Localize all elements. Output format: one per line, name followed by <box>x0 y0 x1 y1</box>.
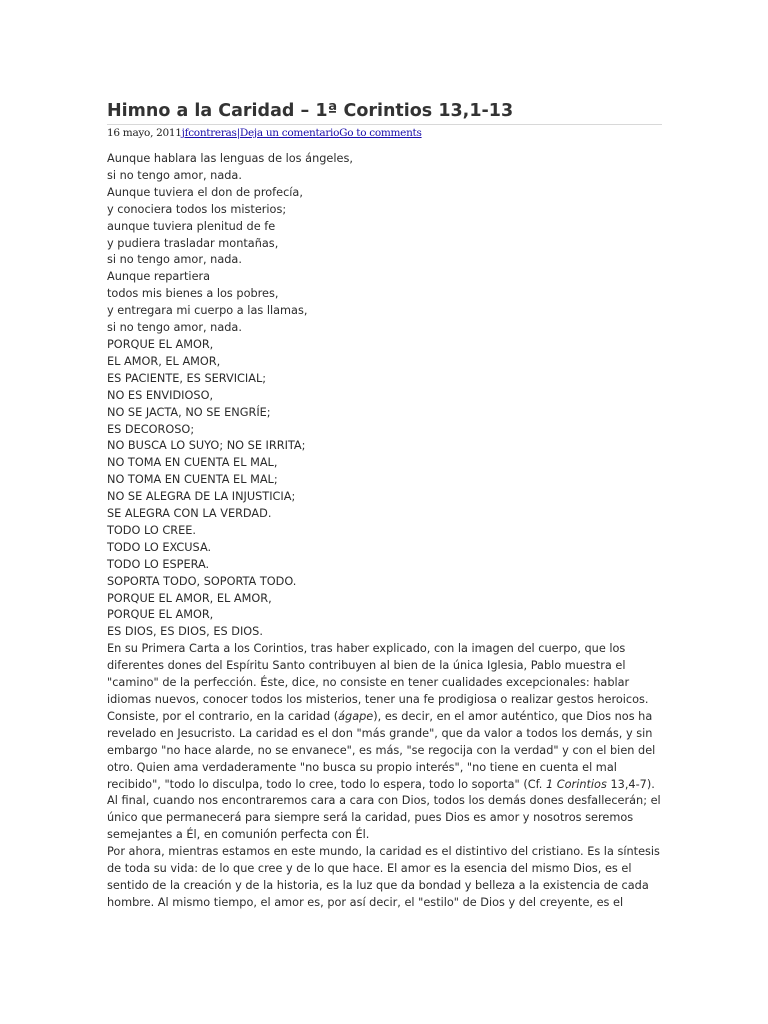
hymn-line: EL AMOR, EL AMOR, <box>107 354 221 368</box>
go-to-comments-link[interactable]: Go to comments <box>339 127 422 139</box>
hymn-line: PORQUE EL AMOR, <box>107 608 214 622</box>
hymn-line: TODO LO ESPERA. <box>107 557 210 571</box>
paragraph-text: 13,4-7). Al final, cuando nos encontraremos cara a cara con Dios, todos los demás dones desfallecerán; el único que permanecerá para siempre será la caridad, pues Dios es amor y nosotros seremos semejantes a Él, en comunión perfecta con Él. <box>107 777 661 842</box>
hymn-line: NO TOMA EN CUENTA EL MAL, <box>107 456 278 470</box>
hymn-line: PORQUE EL AMOR, EL AMOR, <box>107 591 272 605</box>
hymn-line: TODO LO CREE. <box>107 523 196 537</box>
hymn-line: y pudiera trasladar montañas, <box>107 236 279 250</box>
hymn <box>107 151 662 641</box>
paragraph-text: En su Primera Carta a los Corintios, tras haber explicado, con la imagen del cuerpo, que los diferentes dones del Espíritu Santo contribuyen al bien de la única Iglesia, Pablo muestra el "camino" de la perfección. Éste, dice, no consiste en tener cualidades excepcionales: hablar idiomas nuevos, conocer todos los misterios, tener una fe prodigiosa o realizar gestos heroicos. Consiste, por el contrario, en la caridad ( <box>107 642 649 723</box>
hymn-line: ES PACIENTE, ES SERVICIAL; <box>107 371 267 385</box>
title-divider <box>107 124 662 125</box>
hymn-line: aunque tuviera plenitud de fe <box>107 219 276 233</box>
hymn-line: ES DIOS, ES DIOS, ES DIOS. <box>107 625 263 639</box>
hymn-line: Aunque tuviera el don de profecía, <box>107 185 303 199</box>
leave-comment-link[interactable]: Deja un comentario <box>239 127 340 139</box>
hymn-line: ES DECOROSO; <box>107 422 195 436</box>
post-date: 16 mayo, 2011 <box>107 127 182 139</box>
hymn-line: NO SE ALEGRA DE LA INJUSTICIA; <box>107 490 296 504</box>
hymn-line: si no tengo amor, nada. <box>107 253 242 267</box>
hymn-line: NO TOMA EN CUENTA EL MAL; <box>107 473 278 487</box>
hymn-line: NO SE JACTA, NO SE ENGRÍE; <box>107 405 271 419</box>
hymn-line: TODO LO EXCUSA. <box>107 540 212 554</box>
hymn-line: SOPORTA TODO, SOPORTA TODO. <box>107 574 297 588</box>
hymn-line: PORQUE EL AMOR, <box>107 337 214 351</box>
hymn-line: y conociera todos los misterios; <box>107 202 287 216</box>
hymn-line: todos mis bienes a los pobres, <box>107 287 279 301</box>
author-link[interactable]: jfcontreras <box>181 127 237 139</box>
agape-term: ágape <box>338 709 374 723</box>
commentary-paragraph: Por ahora, mientras estamos en este mundo, la caridad es el distintivo del cristiano. Es la síntesis de toda su vida: de lo que cree y de lo que hace. El amor es la esencia del mismo Dios, es el sentido de la creación y de la historia, es la luz que da bondad y belleza a la existencia de cada hombre. Al mismo tiempo, el amor es, por así decir, el "estilo" de Dios y del creyente, es el <box>107 845 660 909</box>
commentary-paragraph <box>107 641 662 844</box>
hymn-line: NO ES ENVIDIOSO, <box>107 388 214 402</box>
hymn-line: NO BUSCA LO SUYO; NO SE IRRITA; <box>107 439 306 453</box>
post-body <box>107 151 662 912</box>
hymn-line: y entregara mi cuerpo a las llamas, <box>107 304 308 318</box>
post-meta <box>107 126 662 140</box>
hymn-line: SE ALEGRA CON LA VERDAD. <box>107 507 272 521</box>
hymn-line: si no tengo amor, nada. <box>107 321 242 335</box>
paragraph-text: ), es decir, en el amor auténtico, que Dios nos ha revelado en Jesucristo. La caridad es el don "más grande", que da valor a todos los demás, y sin embargo "no hace alarde, no se envanece", es más, "se regocija con la verdad" y con el bien del otro. Quien ama verdaderamente "no busca su propio interés", "no tiene en cuenta el mal recibido", "todo lo disculpa, todo lo cree, todo lo espera, todo lo soporta" (Cf. <box>107 709 656 791</box>
post-title: Himno a la Caridad – 1ª Corintios 13,1-13 <box>107 101 514 121</box>
article <box>107 100 662 912</box>
meta-separator[interactable]: | <box>236 127 240 139</box>
hymn-line: Aunque hablara las lenguas de los ángeles, <box>107 152 353 165</box>
hymn-line: si no tengo amor, nada. <box>107 168 242 182</box>
hymn-line: Aunque repartiera <box>107 270 211 284</box>
book-reference: 1 Corintios <box>545 777 607 791</box>
